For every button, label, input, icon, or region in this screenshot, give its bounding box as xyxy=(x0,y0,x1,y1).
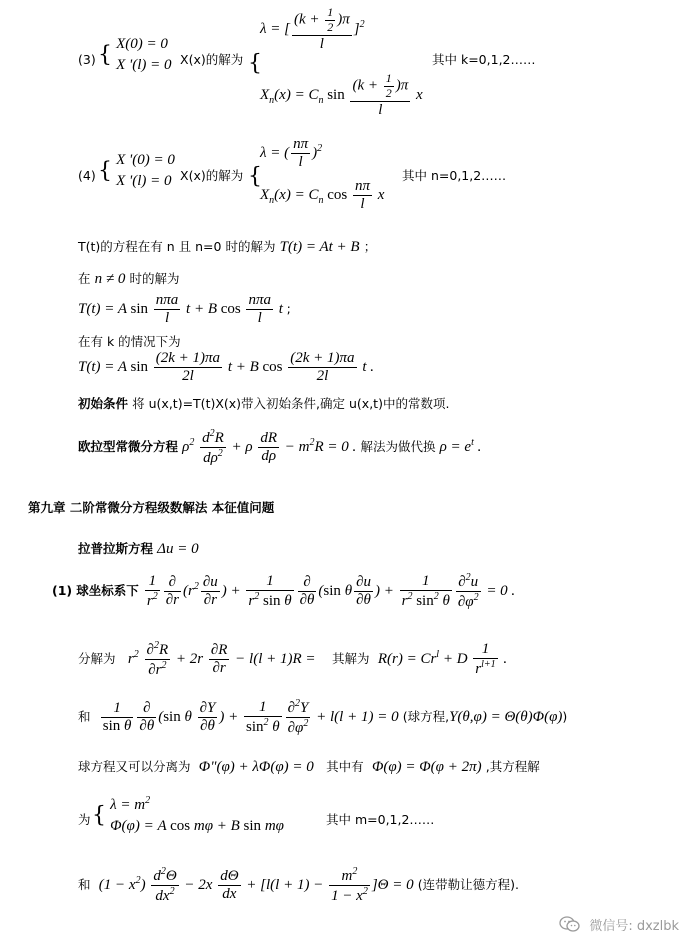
case3-sol-intro: X(x)的解为 xyxy=(180,52,244,67)
m-range: 其中 m=0,1,2…… xyxy=(326,812,435,827)
case3-Xn: $X_n(x) = C_n$ sin (k + $\frac{1}{2}$ )π l x xyxy=(260,71,423,118)
spherical-laplace: (1) 球坐标系下 $\frac{1}{r^2}$ $\frac{\partial}{\partial r}$ ($r^2$ $\frac{\partial u}{\partial r}$ ) + $\frac{1}{r^2 \sin \theta}$ $\frac{\partial}{\partial\theta}$ (sin θ $\frac{\partial u}{\partial\theta}$ ) + $\frac{1}{r^2 \sin^2 \theta}$ $\frac{\partial^2u}{\partial\varphi^2}$ = 0 . xyxy=(52,572,516,611)
radial-separation: 分解为 $r^2$ $\frac{\partial^2R}{\partial r^2}$ + 2r $\frac{\partial R}{\partial r}$ − l(l + 1)R = 其解为 $R(r) = Cr^l + D$ $\frac{1}{r^{l+1}}$ . xyxy=(78,640,508,679)
laplace-equation: 拉普拉斯方程 Δu = 0 xyxy=(78,541,199,557)
wechat-icon xyxy=(559,915,581,938)
case4-cond1: X '(0) = 0 xyxy=(116,152,175,168)
phi-solution-intro: 为 xyxy=(78,812,91,827)
case3-label: (3) xyxy=(78,52,96,67)
case3-range: 其中 k=0,1,2…… xyxy=(432,52,536,67)
t-eq-line1: T(t)的方程在有 n 且 n=0 时的解为 T(t) = At + B ； xyxy=(78,239,377,255)
case4-label: (4) xyxy=(78,168,96,183)
case3-conditions: { X(0) = 0 X '(l) = 0 xyxy=(98,34,172,76)
t-eq-line3: 在有 k 的情况下为 xyxy=(78,334,181,349)
phi-solution: { $\lambda = m^2$ Φ(φ) = A cos mφ + B sin mφ xyxy=(92,795,284,834)
case4-conditions: { X '(0) = 0 X '(l) = 0 xyxy=(98,150,175,192)
watermark xyxy=(559,915,679,938)
t-eq-formula1: T(t) = At + B xyxy=(279,239,360,255)
case3-brace: { xyxy=(248,51,262,76)
case3-cond1: X(0) = 0 xyxy=(116,36,168,52)
t-eq-formula3: T(t) = A sin $\frac{(2k + 1)\pi a}{2l}$ t + B cos $\frac{(2k + 1)\pi a}{2l}$ t . xyxy=(78,350,374,385)
legendre-equation: 和 $(1 - x^2)$ $\frac{d^2\Theta}{dx^2}$ − 2x $\frac{d\Theta}{dx}$ + [l(l + 1) − $\frac{m^2}{1 - x^2}$ ]Θ = 0 (连带勒让德方程). xyxy=(78,866,520,905)
case4-range: 其中 n=0,1,2…… xyxy=(402,168,507,183)
phi-separation: 球方程又可以分离为 Φ"(φ) + λΦ(φ) = 0 其中有 Φ(φ) = Φ(φ + 2π) ,其方程解 xyxy=(78,759,540,775)
case4-cond2: X '(l) = 0 xyxy=(116,173,172,189)
case4-brace: { xyxy=(248,164,262,189)
euler-equation: 欧拉型常微分方程 $\rho^2$ $\frac{d^2R}{d\rho^2}$ + ρ $\frac{dR}{d\rho}$ − $m^2R = 0$ . 解法为做代换 $\rho = e^t$ . xyxy=(78,428,482,467)
case3-lambda: λ = [ (k + $\frac{1}{2}$ )π l ]$^2$ xyxy=(260,5,365,52)
t-eq-line2: 在 n ≠ 0 时的解为 xyxy=(78,271,180,287)
t-eq-formula2: T(t) = A sin $\frac{\text{nπa}}{l}$ t + B cos $\frac{\text{nπa}}{l}$ t ; xyxy=(78,292,291,327)
watermark-text: 微信号: dxzlbk xyxy=(589,918,679,934)
case3-cond2: X '(l) = 0 xyxy=(116,57,172,73)
spherical-function-eq: 和 $\frac{1}{\text{sin θ}}$ $\frac{\partial}{\partial\theta}$ (sin θ $\frac{\partial Y}{\partial\theta}$ ) + $\frac{1}{\sin^2 \theta}$ $\frac{\partial^2Y}{\partial\varphi^2}$ + l(l + 1) = 0 (球方程,Y(θ,φ) = Θ(θ)Φ(φ)) xyxy=(78,698,568,737)
case4-lambda: λ = ( $\frac{n\pi}{l}$ )$^2$ xyxy=(260,136,323,171)
chapter9-title: 第九章 二阶常微分方程级数解法 本征值问题 xyxy=(28,500,275,515)
case4-sol-intro: X(x)的解为 xyxy=(180,168,244,183)
initial-conditions: 初始条件 将 u(x,t)=T(t)X(x)带入初始条件,确定 u(x,t)中的常数项. xyxy=(78,396,450,411)
case4-Xn: $X_n(x) = C_n$ cos $\frac{n\pi}{l}$ x xyxy=(260,178,385,213)
